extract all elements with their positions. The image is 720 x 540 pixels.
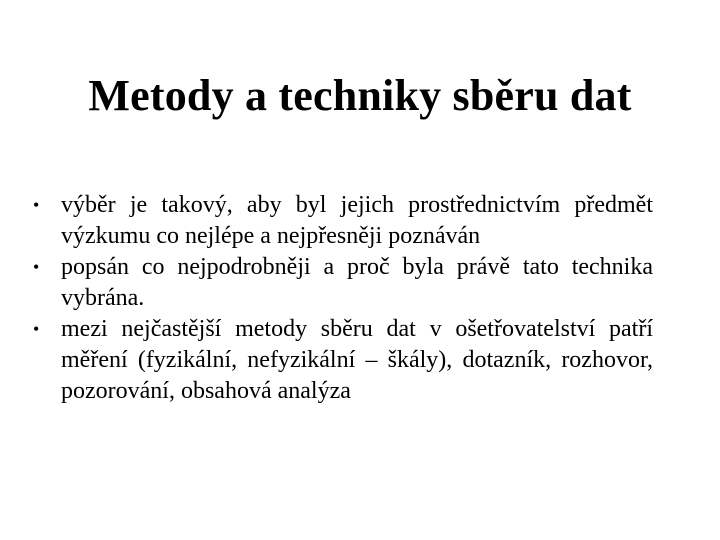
bullet-marker: • — [33, 257, 40, 277]
bullet-marker: • — [33, 195, 40, 215]
bullet-text: výběr je takový, aby byl jejich prostřednictvím předmět výzkumu co nejlépe a nejpřesněji poznáván — [61, 192, 653, 249]
bullet-item — [33, 314, 653, 407]
bullet-text: popsán co nejpodrobněji a proč byla právě tato technika vybrána. — [61, 254, 653, 311]
bullet-text: mezi nejčastější metody sběru dat v ošetřovatelství patří měření (fyzikální, nefyzikální – škály), dotazník, rozhovor, pozorování, obsahová analýza — [61, 316, 653, 404]
bullet-item — [33, 190, 653, 252]
bullet-list — [33, 190, 653, 407]
slide-title: Metody a techniky sběru dat — [88, 71, 632, 120]
bullet-marker: • — [33, 319, 40, 339]
bullet-item — [33, 252, 653, 314]
